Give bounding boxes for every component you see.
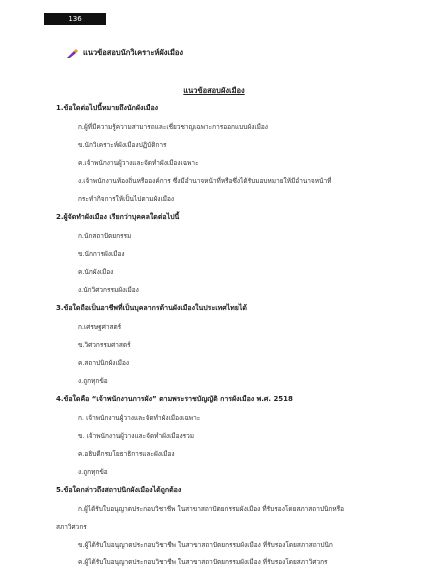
header-title: แนวข้อสอบนักวิเคราะห์ผังเมือง — [83, 48, 184, 57]
question-2: 2.ผู้จัดทำผังเมือง เรียกว่าบุคคลใดต่อไปนี้ — [56, 213, 180, 221]
option-3a: ก.เศรษฐศาสตร์ — [78, 323, 122, 331]
option-5a: ก.ผู้ได้รับใบอนุญาตประกอบวิชาชีพ ในสาขาสถาปัตยกรรมผังเมือง ที่รับรองโดยสภาสถาปนิกหรือ — [78, 505, 345, 513]
option-3b: ข.วิศวกรรมศาสตร์ — [78, 341, 131, 349]
option-2c: ค.นักผังเมือง — [78, 268, 114, 276]
question-3: 3.ข้อใดถือเป็นอาชีพที่เป็นบุคลากรด้านผังเมืองในประเทศไทยได้ — [56, 304, 247, 312]
pencil-star-icon — [67, 48, 79, 58]
option-1c: ค.เจ้าพนักงานผู้วางและจัดทำผังเมืองเฉพาะ — [78, 159, 199, 167]
option-2b: ข.นักการผังเมือง — [78, 250, 125, 258]
option-3c: ค.สถาปนิกผังเมือง — [78, 359, 130, 367]
option-1d-continuation: กระทำกิจการให้เป็นไปตามผังเมือง — [78, 195, 175, 203]
option-4a: ก. เจ้าพนักงานผู้วางและจัดทำผังเมืองเฉพาะ — [78, 414, 201, 422]
option-1b: ข.นักวิเคราะห์ผังเมืองปฏิบัติการ — [78, 141, 167, 149]
option-2d: ง.นักวิศวกรรมผังเมือง — [78, 286, 139, 294]
option-5c: ค.ผู้ได้รับใบอนุญาตประกอบวิชาชีพ ในสาขาสถาปัตยกรรมผังเมือง ที่รับรองโดยสภาวิศวกร — [78, 558, 328, 566]
option-4c: ค.อธิบดีกรมโยธาธิการและผังเมือง — [78, 450, 175, 458]
option-4b: ข. เจ้าพนักงานผู้วางและจัดทำผังเมืองรวม — [78, 432, 195, 440]
option-1d: ง.เจ้าพนักงานท้องถิ่นหรือองค์การ ซึ่งมีอำนาจหน้าที่หรือซึ่งได้รับมอบหมายให้มีอำนาจหน้าที่ — [78, 177, 332, 185]
question-4: 4.ข้อใดคือ “เจ้าพนักงานการผัง” ตามพระราชบัญญัติ การผังเมือง พ.ศ. 2518 — [56, 395, 293, 403]
question-5: 5.ข้อใดกล่าวถึงสถาปนิกผังเมืองได้ถูกต้อง — [56, 486, 182, 494]
option-5b: ข.ผู้ได้รับใบอนุญาตประกอบวิชาชีพ ในสาขาสถาปัตยกรรมผังเมือง ที่รับรองโดยสภาสถาปนิก — [78, 541, 333, 549]
option-3d: ง.ถูกทุกข้อ — [78, 377, 108, 385]
option-4d: ง.ถูกทุกข้อ — [78, 468, 108, 476]
section-title: แนวข้อสอบผังเมือง — [183, 86, 245, 95]
option-2a: ก.นักสถาปัตยกรรม — [78, 232, 132, 240]
page-number: 136 — [44, 13, 106, 25]
option-1a: ก.ผู้ที่มีความรู้ความสามารถและเชี่ยวชาญเฉพาะการออกแบบผังเมือง — [78, 123, 268, 131]
document-header — [67, 47, 183, 59]
question-1: 1.ข้อใดต่อไปนี้หมายถึงนักผังเมือง — [56, 104, 159, 112]
option-5a-continuation: สภาวิศวกร — [56, 523, 87, 531]
